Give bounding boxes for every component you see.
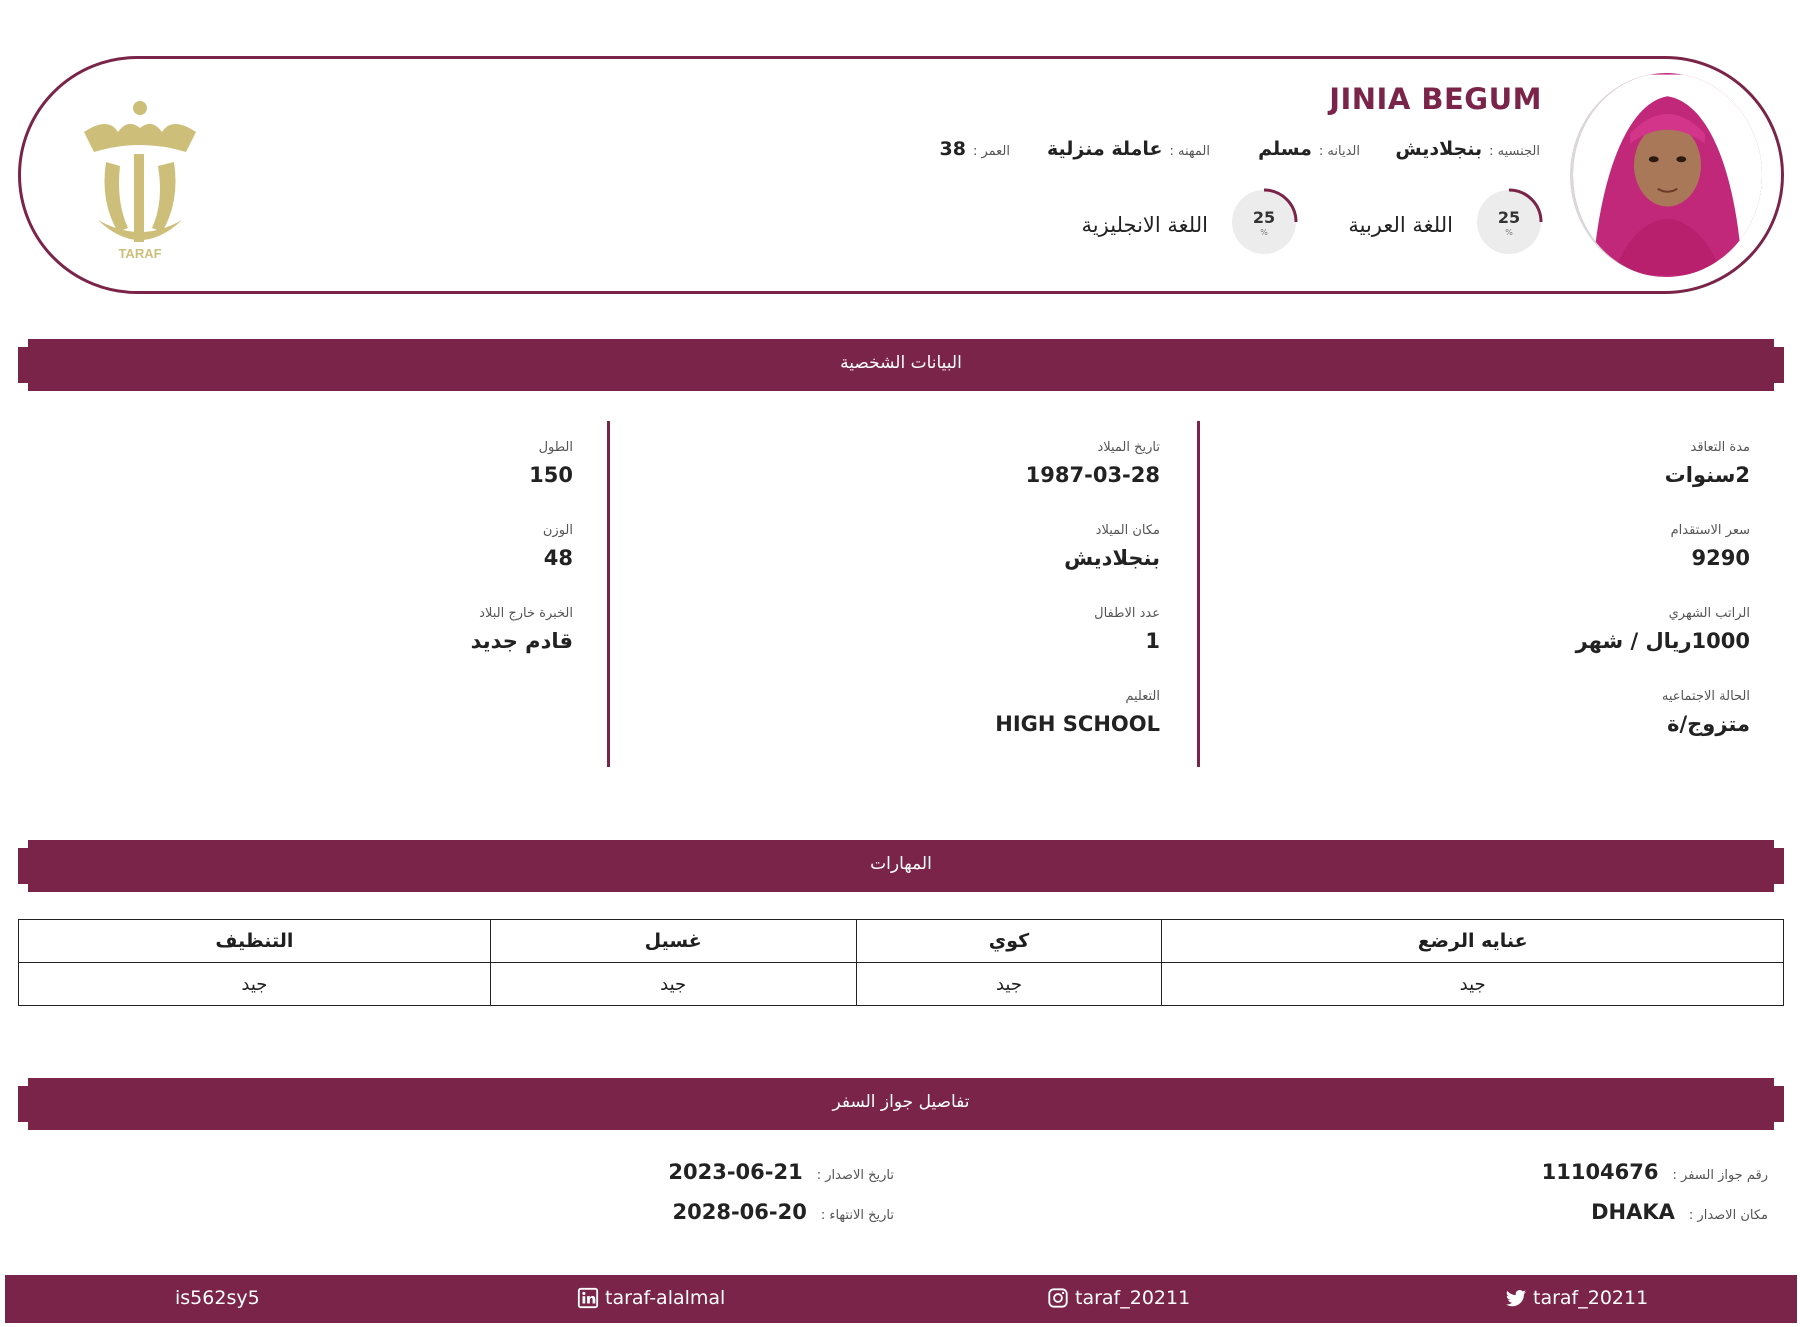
children-count-field: [680, 606, 1160, 689]
skill-level: جيد: [19, 963, 491, 1006]
twitter-icon: [1505, 1287, 1527, 1309]
nationality-label: الجنسيه :: [1489, 144, 1540, 159]
profession-label: المهنه :: [1169, 144, 1210, 159]
birth-date-field: [680, 440, 1160, 523]
section-title: تفاصيل جواز السفر: [832, 1092, 970, 1112]
skill-level: جيد: [490, 963, 856, 1006]
profession-value: عاملة منزلية: [1046, 138, 1163, 160]
field-label: الراتب الشهري: [1668, 606, 1750, 621]
field-value: 48: [543, 546, 573, 570]
issue-date-field: [620, 1160, 894, 1194]
taraf-logo-icon: [78, 92, 202, 260]
field-label: الطول: [538, 440, 573, 455]
linkedin-icon: [577, 1287, 599, 1309]
field-label: الخبرة خارج البلاد: [479, 606, 573, 621]
experience-field: [90, 606, 573, 689]
field-value: 1: [1145, 629, 1160, 653]
nationality-field: [1360, 138, 1540, 168]
field-label: مكان الميلاد: [1095, 523, 1160, 538]
language-percent-unit: %: [1505, 228, 1513, 237]
field-label: عدد الاطفال: [1094, 606, 1160, 621]
field-label: مدة التعاقد: [1690, 440, 1750, 455]
skill-name: غسيل: [490, 920, 856, 963]
religion-field: [1210, 138, 1360, 168]
age-label: العمر :: [972, 144, 1010, 159]
skill-name: التنظيف: [19, 920, 491, 963]
logo-text: TARAF: [118, 246, 162, 260]
field-label: تاريخ الميلاد: [1097, 440, 1160, 455]
skill-level: جيد: [1162, 963, 1784, 1006]
language-arabic: [1295, 186, 1545, 260]
religion-value: مسلم: [1258, 138, 1312, 160]
field-label: التعليم: [1125, 689, 1160, 704]
field-value: 150: [529, 463, 573, 487]
skill-name: عنايه الرضع: [1162, 920, 1784, 963]
height-field: [90, 440, 573, 523]
monthly-salary-field: [1270, 606, 1750, 689]
issue-place-label: مكان الاصدار :: [1688, 1208, 1768, 1223]
profession-field: [1040, 138, 1210, 168]
skills-section-bar: [18, 840, 1784, 892]
field-value: 9290: [1691, 546, 1750, 570]
skills-header-row: [19, 920, 1784, 963]
field-value: قادم جديد: [470, 629, 573, 653]
twitter-handle: taraf_20211: [1533, 1287, 1649, 1309]
passport-section-bar: [18, 1078, 1784, 1130]
personal-section-bar: [18, 339, 1784, 391]
field-label: الحالة الاجتماعيه: [1661, 689, 1750, 704]
language-percent: [1493, 210, 1525, 240]
profile-photo: [1570, 73, 1762, 277]
language-percent-unit: %: [1260, 228, 1268, 237]
issue-place-field: [1500, 1200, 1768, 1234]
field-value: متزوج/ة: [1667, 712, 1750, 736]
field-value: بنجلاديش: [1064, 546, 1160, 570]
issue-date-label: تاريخ الاصدار :: [816, 1168, 894, 1183]
field-value: 2سنوات: [1664, 463, 1750, 487]
recruit-price-field: [1270, 523, 1750, 606]
skill-level: جيد: [856, 963, 1162, 1006]
field-label: سعر الاستقدام: [1670, 523, 1750, 538]
language-percent: [1248, 210, 1280, 240]
language-english: [1050, 186, 1300, 260]
expiry-date-label: تاريخ الانتهاء :: [820, 1208, 894, 1223]
marital-status-field: [1270, 689, 1750, 772]
passport-number-field: [1500, 1160, 1768, 1194]
religion-label: الديانه :: [1318, 144, 1360, 159]
skills-table: [18, 919, 1784, 1006]
contract-duration-field: [1270, 440, 1750, 523]
person-photo-illustration: [1573, 73, 1762, 277]
field-label: الوزن: [542, 523, 573, 538]
language-percent-value: 25: [1497, 208, 1521, 227]
language-label: اللغة العربية: [1348, 213, 1453, 237]
instagram-handle: taraf_20211: [1075, 1287, 1191, 1309]
footer-linkedin-link[interactable]: [577, 1287, 725, 1309]
weight-field: [90, 523, 573, 606]
issue-place-value: DHAKA: [1591, 1200, 1675, 1224]
issue-date-value: 2023-06-21: [668, 1160, 803, 1184]
skill-name: كوي: [856, 920, 1162, 963]
footer-bar: [5, 1275, 1797, 1323]
section-title: البيانات الشخصية: [840, 353, 962, 373]
age-field: [900, 138, 1010, 168]
field-value: 1000ريال / شهر: [1575, 629, 1750, 653]
passport-number-label: رقم جواز السفر :: [1672, 1168, 1768, 1183]
section-title: المهارات: [870, 854, 932, 874]
field-value: HIGH SCHOOL: [995, 712, 1160, 736]
personal-column-left: [90, 440, 573, 689]
footer-code-text: is562sy5: [175, 1287, 260, 1309]
worker-name: JINIA BEGUM: [1329, 82, 1542, 116]
column-divider: [1197, 421, 1200, 767]
footer-twitter-link[interactable]: [1505, 1287, 1648, 1309]
field-value: 1987-03-28: [1025, 463, 1160, 487]
nationality-value: بنجلاديش: [1395, 138, 1483, 160]
expiry-date-value: 2028-06-20: [672, 1200, 807, 1224]
age-value: 38: [939, 138, 966, 160]
language-label: اللغة الانجليزية: [1081, 213, 1208, 237]
expiry-date-field: [620, 1200, 894, 1234]
education-field: [680, 689, 1160, 772]
column-divider: [607, 421, 610, 767]
passport-number-value: 11104676: [1541, 1160, 1659, 1184]
skills-level-row: [19, 963, 1784, 1006]
linkedin-handle: taraf-alalmal: [605, 1287, 726, 1309]
footer-code: [175, 1287, 260, 1309]
footer-instagram-link[interactable]: [1047, 1287, 1190, 1309]
language-percent-value: 25: [1252, 208, 1276, 227]
birth-place-field: [680, 523, 1160, 606]
personal-column-middle: [680, 440, 1160, 772]
instagram-icon: [1047, 1287, 1069, 1309]
personal-column-right: [1270, 440, 1750, 772]
